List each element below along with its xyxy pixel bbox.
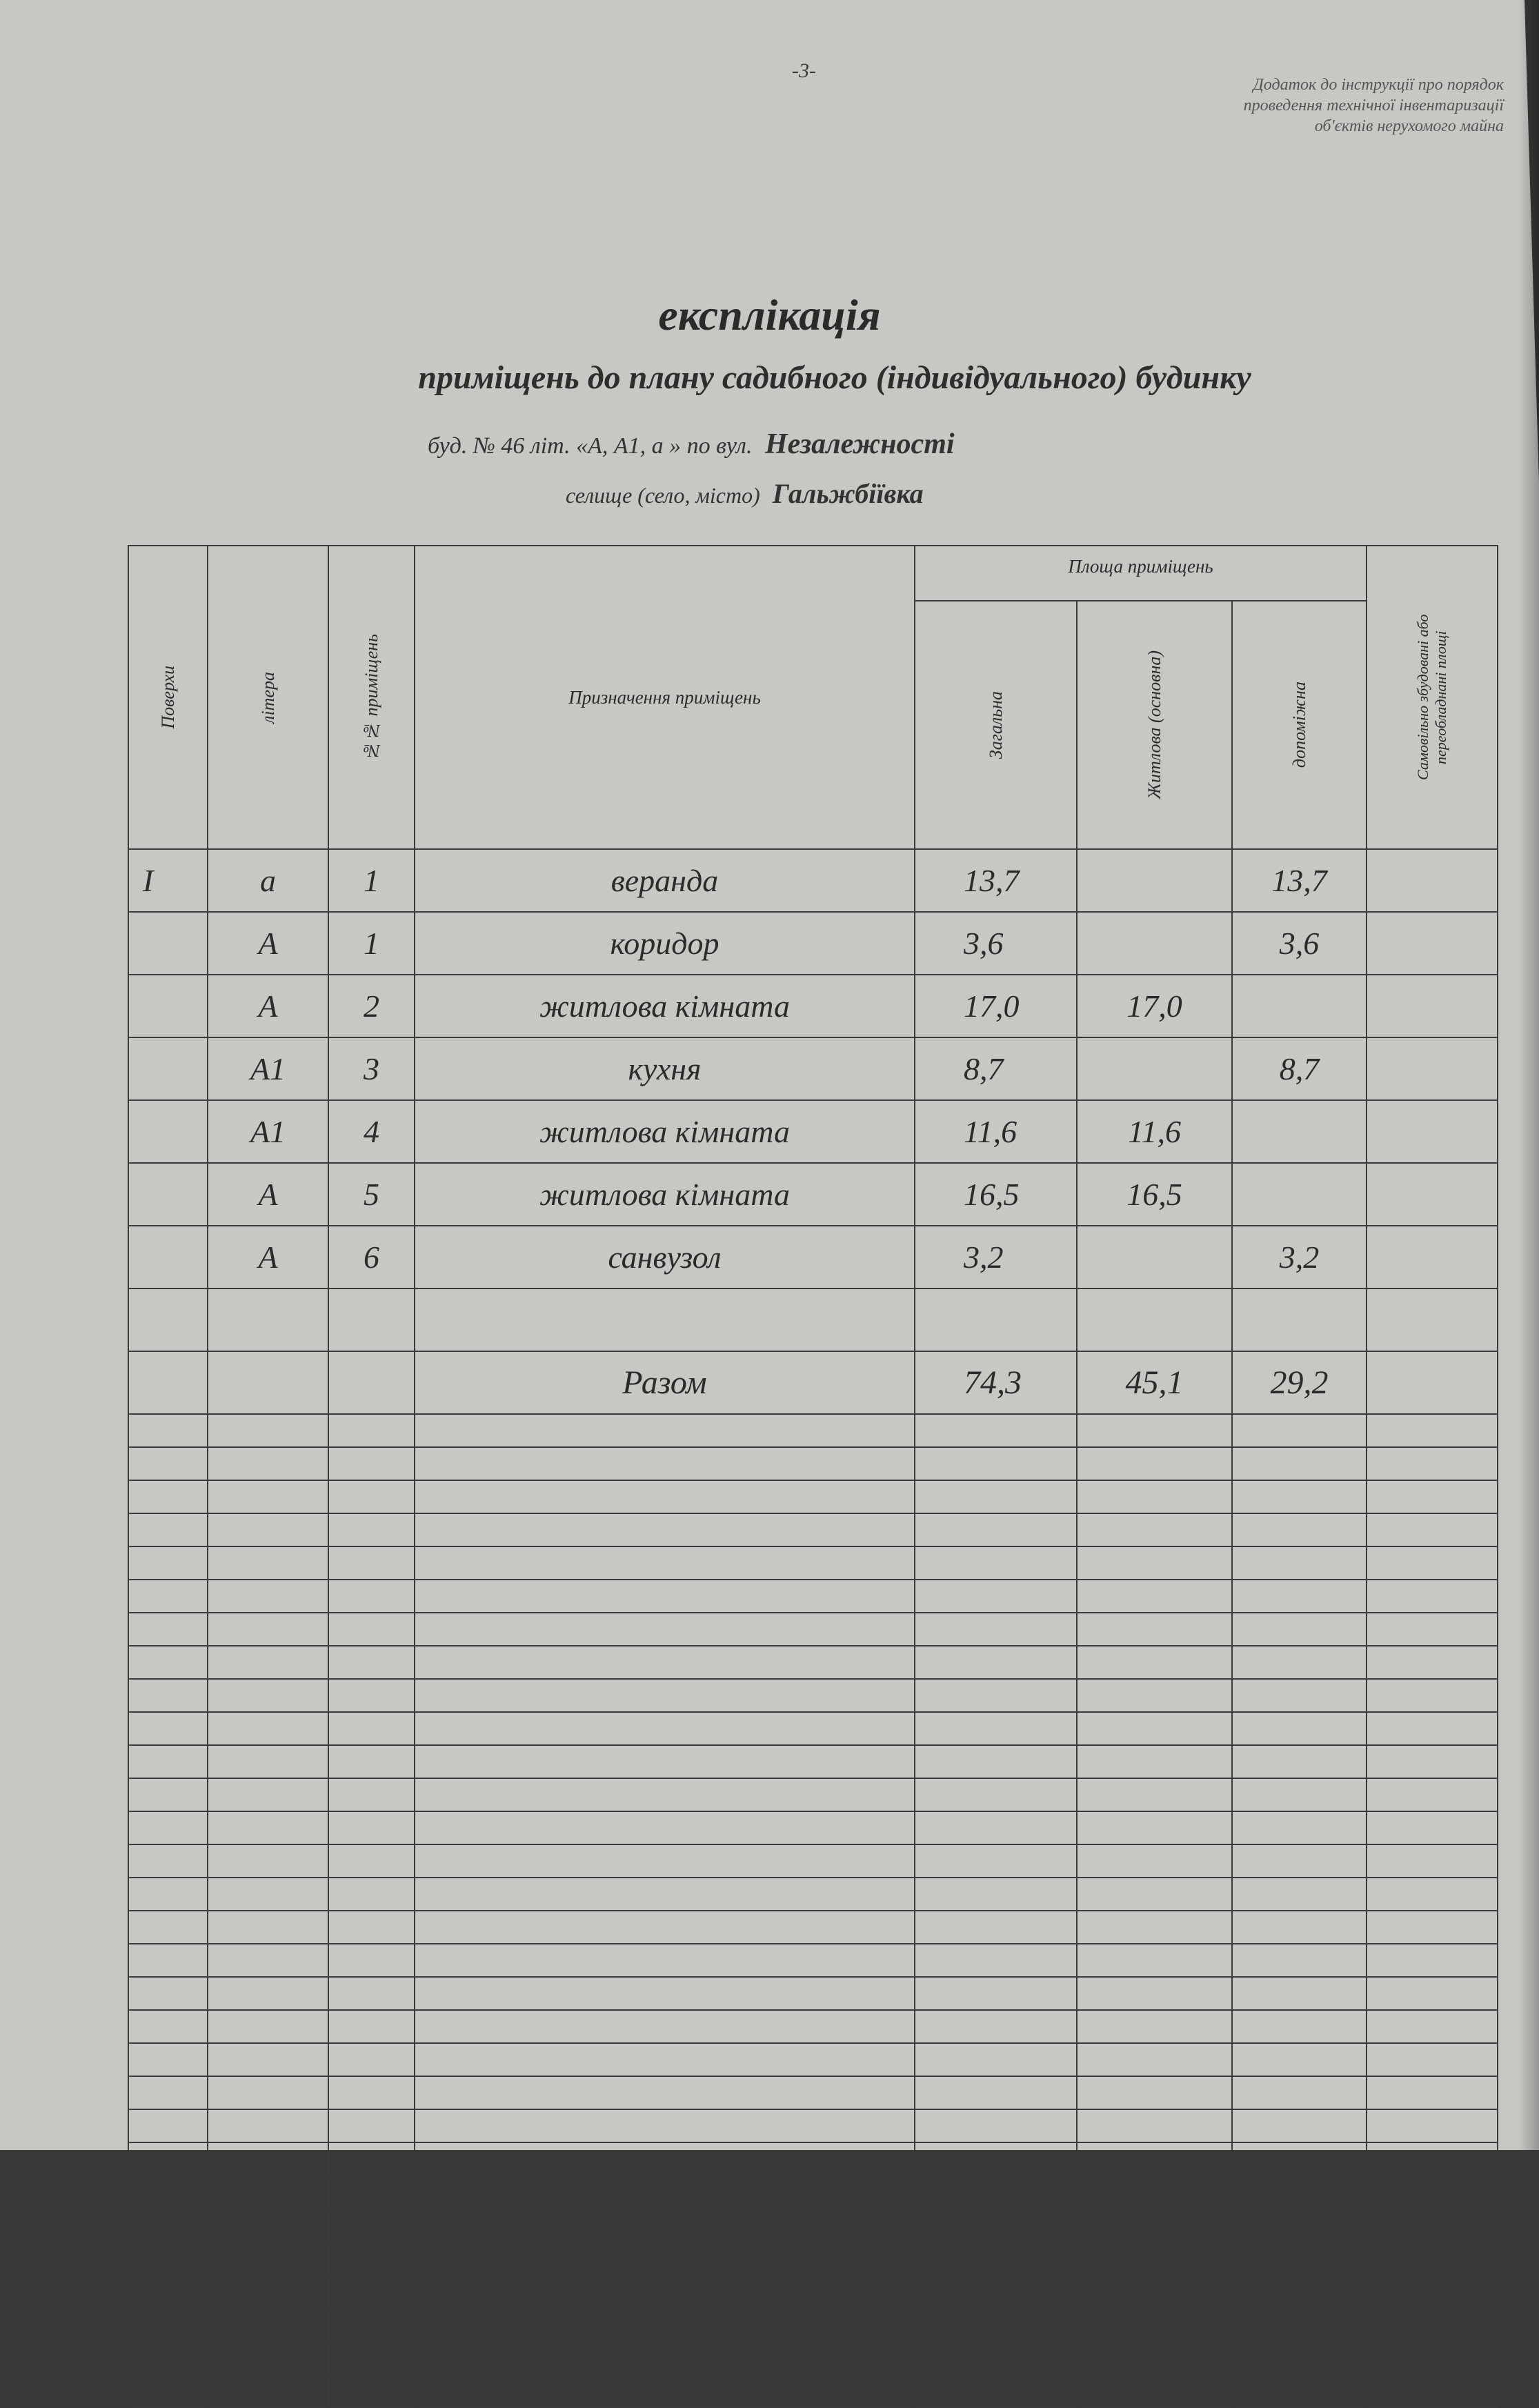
table-row-empty [128, 1745, 1498, 1778]
header-total: Загальна [915, 601, 1077, 849]
table-row-empty [128, 2010, 1498, 2043]
cell-floor: I [128, 849, 208, 912]
table-row-empty [128, 1288, 1498, 1351]
cell-unauthorized [1367, 1163, 1498, 1226]
header-area-group: Площа приміщень [915, 546, 1367, 601]
cell-aux [1232, 1163, 1367, 1226]
cell-letter: А1 [208, 1100, 328, 1163]
table-row-empty [128, 1546, 1498, 1580]
cell-aux: 3,6 [1232, 912, 1367, 975]
totals-total: 74,3 [915, 1351, 1077, 1414]
table-row-empty [128, 1447, 1498, 1480]
table-row-empty [128, 2109, 1498, 2142]
cell-room-no: 4 [328, 1100, 415, 1163]
table-row-empty [128, 2374, 1498, 2407]
table-row [128, 912, 1498, 975]
table-row-empty [128, 1712, 1498, 1745]
cell-total: 3,6 [915, 912, 1077, 975]
cell-total: 16,5 [915, 1163, 1077, 1226]
cell-floor [128, 1037, 208, 1100]
cell-aux [1232, 975, 1367, 1037]
document-title: експлікація [658, 290, 881, 339]
cell-purpose: веранда [415, 849, 915, 912]
header-living: Житлова (основна) [1077, 601, 1232, 849]
cell-letter: А [208, 912, 328, 975]
cell-total: 8,7 [915, 1037, 1077, 1100]
cell-letter: А1 [208, 1037, 328, 1100]
explication-table [128, 545, 1498, 2408]
table-row-empty [128, 1679, 1498, 1712]
address-line [428, 428, 955, 461]
settlement-line [566, 477, 924, 510]
cell-room-no: 6 [328, 1226, 415, 1288]
cell-room-no: 3 [328, 1037, 415, 1100]
table-row-empty [128, 2242, 1498, 2275]
totals-label: Разом [415, 1351, 915, 1414]
page-number: -3- [792, 59, 816, 82]
appendix-line: Додаток до інструкції про порядок [1253, 76, 1504, 94]
cell-living: 16,5 [1077, 1163, 1232, 1226]
header-room-no: №№ приміщень [328, 546, 415, 849]
cell-total: 17,0 [915, 975, 1077, 1037]
table-row [128, 1163, 1498, 1226]
cell-letter: А [208, 1226, 328, 1288]
table-row-empty [128, 2043, 1498, 2076]
cell-living [1077, 849, 1232, 912]
table-row-empty [128, 1414, 1498, 1447]
cell-letter: А [208, 975, 328, 1037]
cell-unauthorized [1367, 912, 1498, 975]
table-row-empty [128, 2275, 1498, 2308]
table-row-empty [128, 1844, 1498, 1878]
cell-aux [1232, 1100, 1367, 1163]
table-row-empty [128, 1944, 1498, 1977]
cell-floor [128, 1100, 208, 1163]
table-row-empty [128, 1480, 1498, 1513]
table-row-empty [128, 2076, 1498, 2109]
table-row-empty [128, 2308, 1498, 2341]
cell-total: 13,7 [915, 849, 1077, 912]
totals-row [128, 1351, 1498, 1414]
cell-letter: А [208, 1163, 328, 1226]
cell-room-no: 2 [328, 975, 415, 1037]
header-letter: літера [208, 546, 328, 849]
table-row [128, 1226, 1498, 1288]
table-row-empty [128, 1778, 1498, 1811]
cell-floor [128, 1163, 208, 1226]
cell-unauthorized [1367, 1037, 1498, 1100]
header-purpose: Призначення приміщень [415, 546, 915, 849]
cell-letter: а [208, 849, 328, 912]
table-row-empty [128, 1977, 1498, 2010]
cell-total: 11,6 [915, 1100, 1077, 1163]
cell-unauthorized [1367, 975, 1498, 1037]
table-row [128, 1100, 1498, 1163]
table-row [128, 849, 1498, 912]
totals-living: 45,1 [1077, 1351, 1232, 1414]
appendix-line: об'єктів нерухомого майна [1314, 117, 1504, 135]
cell-room-no: 1 [328, 912, 415, 975]
cell-aux: 13,7 [1232, 849, 1367, 912]
document-subtitle: приміщень до плану садибного (індивідуального) будинку [418, 359, 1251, 396]
cell-purpose: коридор [415, 912, 915, 975]
cell-unauthorized [1367, 1226, 1498, 1288]
street-name: Незалежності [764, 428, 955, 460]
settlement-prefix: селище (село, місто) [566, 483, 760, 508]
cell-unauthorized [1367, 1100, 1498, 1163]
address-prefix: буд. № 46 літ. «А, А1, а » по вул. [428, 433, 753, 459]
cell-room-no: 5 [328, 1163, 415, 1226]
cell-purpose: кухня [415, 1037, 915, 1100]
cell-room-no: 1 [328, 849, 415, 912]
header-auxiliary: допоміжна [1232, 601, 1367, 849]
table-row-empty [128, 1911, 1498, 1944]
table-row-empty [128, 2209, 1498, 2242]
cell-living: 11,6 [1077, 1100, 1232, 1163]
table-row-empty [128, 2341, 1498, 2374]
table-row-empty [128, 1580, 1498, 1613]
table-row-empty [128, 2176, 1498, 2209]
cell-living [1077, 1037, 1232, 1100]
cell-floor [128, 975, 208, 1037]
cell-total: 3,2 [915, 1226, 1077, 1288]
cell-aux: 3,2 [1232, 1226, 1367, 1288]
cell-floor [128, 1226, 208, 1288]
header-floors: Поверхи [128, 546, 208, 849]
cell-living: 17,0 [1077, 975, 1232, 1037]
cell-purpose: житлова кімната [415, 975, 915, 1037]
cell-purpose: житлова кімната [415, 1163, 915, 1226]
table-row-empty [128, 2142, 1498, 2176]
totals-aux: 29,2 [1232, 1351, 1367, 1414]
cell-living [1077, 912, 1232, 975]
cell-aux: 8,7 [1232, 1037, 1367, 1100]
table-row-empty [128, 1878, 1498, 1911]
settlement-name: Гальжбіївка [772, 478, 924, 509]
table-row-empty [128, 1646, 1498, 1679]
table-row-empty [128, 1811, 1498, 1844]
appendix-note [1076, 74, 1504, 137]
table-row-empty [128, 1513, 1498, 1546]
table-row [128, 1037, 1498, 1100]
header-unauthorized: Самовільно збудовані або переобладнані площі [1367, 546, 1498, 849]
cell-floor [128, 912, 208, 975]
cell-purpose: житлова кімната [415, 1100, 915, 1163]
appendix-line: проведення технічної інвентаризації [1243, 97, 1504, 115]
cell-living [1077, 1226, 1232, 1288]
cell-purpose: санвузол [415, 1226, 915, 1288]
table-row-empty [128, 1613, 1498, 1646]
cell-unauthorized [1367, 849, 1498, 912]
table-row [128, 975, 1498, 1037]
